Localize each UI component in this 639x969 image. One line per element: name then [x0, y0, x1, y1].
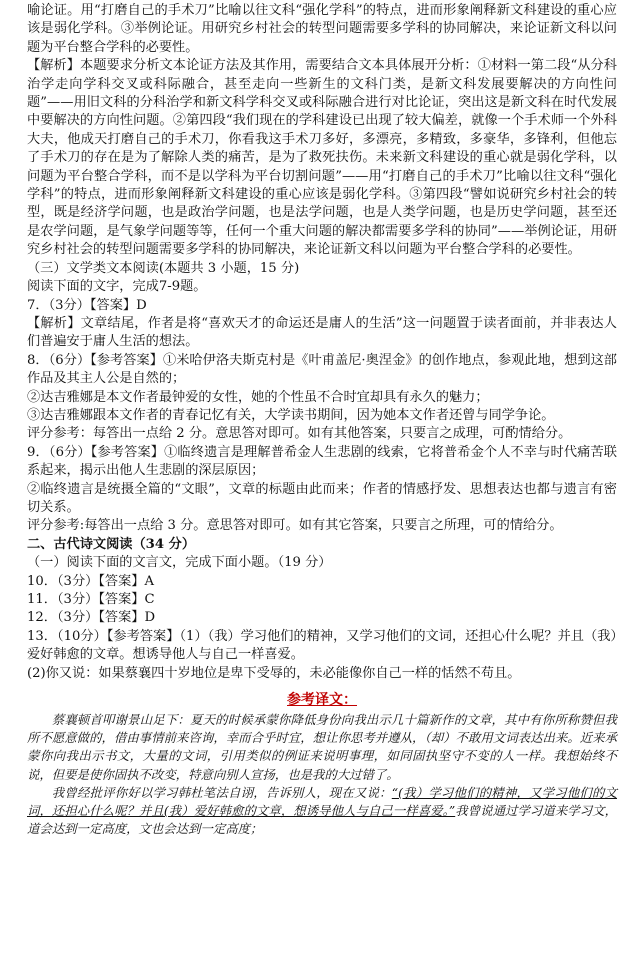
translation-p2-end: 我曾说通过学习道来学习文，道会达到一定高度，文也会达到一定高度；: [27, 803, 618, 837]
question-12-answer: 12．（3分）【答案】D: [27, 610, 156, 626]
question-8-scoring: 评分参考：每答出一点给 2 分。意思答对即可。如有其他答案，只要言之成理，可酌情给分。: [27, 426, 572, 442]
section-3-intro: 阅读下面的文字，完成7-9题。: [27, 279, 207, 295]
part-2-title: 二、古代诗文阅读（34 分）: [27, 536, 196, 552]
question-8-point-3: ③达吉雅娜跟本文作者的青春记忆有关，大学读书期间，因为她本文作者还曾与同学争论。: [27, 407, 555, 423]
translation-p2-underlined: “(我）学习他们的精神，又学习他们的文词，还担心什么呢？并且(我）爱好韩愈的文章，想诱导他人与自己一样喜爱。”: [27, 784, 618, 819]
question-10-answer: 10．（3分）【答案】A: [27, 573, 154, 589]
section-3-title: （三）文学类文本阅读(本题共 3 小题，15 分): [27, 260, 300, 276]
translation-title: 参考译文：: [287, 692, 357, 709]
question-9-scoring: 评分参考:每答出一点给 3 分。意思答对即可。如有其它答案，只要言之所理，可的情给分。: [27, 518, 563, 534]
analysis-continued: 喻论证。用“打磨自己的手术刀”比喻以往文科“强化学科”的特点，进而形象阐释新文科建设的重心应该是弱化学科。③举例论证。用研究乡村社会的转型问题需要多学科的协同解决，来论证新文科以问题为平台整合学科的必要性。: [27, 3, 617, 55]
analysis-paragraph: 【解析】本题要求分析文本论证方法及其作用，需要结合文本具体展开分析：①材料一第二段“从分科治学走向学科交叉或科际融合，甚至走向一些新生的文科门类，是新文科发展要解决的方向性问题”——用旧文科的分科治学和新文科学科交叉或科际融合进行对比论证，突出这是新文科在时代发展中要解决的方向性问题。②第四段“我们现在的学科建设已出现了较大偏差，就像一个手术师一个外科大夫，他成天打磨自己的手术刀，你看我这手术刀多好，多漂亮，多精致，多豪华，多锋利，但他忘了手术刀的存在是为了解除人类的痛苦，是为了救死扶伤。未来新文科建设的重心就是弱化学科，以问题为平台整合学科，而不是以学科为平台切割问题”——用“打磨自己的手术刀”比喻以往文科“强化学科”的特点，进而形象阐释新文科建设的重心应该是弱化学科。③第四段“譬如说研究乡村社会的转型，既是经济学问题，也是政治学问题，也是法学问题，也是人类学问题，也是历史学问题，甚至还是农学问题，是气象学问题等等，任何一个重大问题的解决都需要多学科的协同”——举例论证，用研究乡村社会的转型问题需要多学科的协同解决，来论证新文科以问题为平台整合学科的必要性。: [27, 58, 617, 258]
translation-paragraph-1: 蔡襄顿首叩谢景山足下：夏天的时候承蒙你降低身份向我出示几十篇新作的文章，其中有你所称赞但我所不愿意做的，借由事情前来咨询，幸而合乎时宜，想让你思考并遵从，（却）不敢用文词表达出来。近来承蒙你向我出示书文，大量的文词，引用类似的例证来说明事理，如同固执坚守不变的人一样。我想始终不说，但要是使你固执不改变，特意向别人宣扬，也是我的大过错了。: [27, 712, 617, 782]
question-9-answer: 9．（6分）【参考答案】①临终遗言是理解普希金人生悲剧的线索，它将普希金个人不幸与时代痛苦联系起来，揭示出他人生悲剧的深层原因；: [27, 444, 617, 479]
question-9-point-2: ②临终遗言是统摄全篇的“文眼”，文章的标题由此而来；作者的情感抒发、思想表达也都与遗言有密切关系。: [27, 481, 617, 515]
translation-p2-start: 我曾经批评你好以学习韩杜笔法自诩，告诉别人，现在又说：: [51, 784, 392, 800]
question-7-analysis: 【解析】文章结尾，作者是将“喜欢天才的命运还是庸人的生活”这一问题置于读者面前，并非表达人们普遍安于庸人生活的想法。: [27, 315, 617, 350]
part-2-subtitle: （一）阅读下面的文言文，完成下面小题。（19 分）: [27, 555, 332, 571]
question-8-answer: 8．（6分）【参考答案】①米哈伊洛夫斯克村是《叶甫盖尼·奥涅金》的创作地点，参观此地，想到这部作品及其主人公是自然的；: [27, 352, 617, 387]
question-11-answer: 11．（3分）【答案】C: [27, 592, 155, 607]
question-13-answer: 13．（10分）【参考答案】（1）（我）学习他们的精神，又学习他们的文词，还担心什么呢？并且（我）爱好韩愈的文章。想诱导他人与自己一样喜爱。: [27, 628, 617, 663]
question-8-point-2: ②达吉雅娜是本文作者最钟爱的女性，她的个性虽不合时宜却具有永久的魅力；: [27, 389, 489, 405]
question-7-answer: 7．（3分）【答案】D: [27, 297, 147, 313]
translation-paragraph-2: [27, 784, 617, 839]
question-13-point-2: (2)你又说：如果蔡襄四十岁地位是卑下受辱的，未必能像你自己一样的恬然不苟且。: [27, 665, 521, 681]
